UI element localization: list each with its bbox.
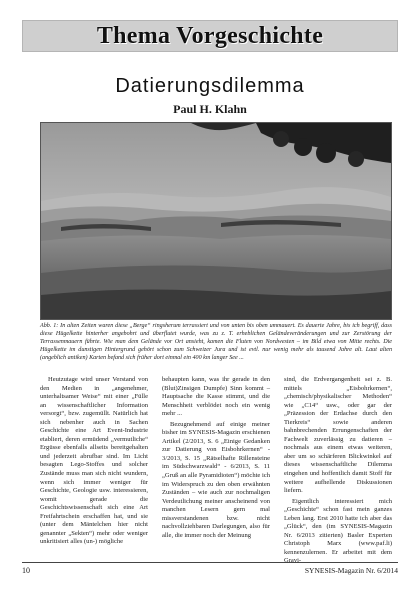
- paragraph: Bezugnehmend auf einige meiner bisher im SYNESIS-Magazin erschienen Artikel (2/2013, S. 6 „Einige Gedanken zur Datierung von Eisbohrkernen“ - 3/2013, S. 15 „Rätselhafte Rillensteine im Südschwarzwald“ - 6/2013, S. 11 „Gruß an alle Pyramidioten“) möchte ich im Widerspruch zu den oben erwähnten Zuständen – wie auch zur nochmaligen Verdeutlichung meiner anscheinend von manchen Lesern gern mal missverstandenen bzw. nicht nachvollziehbaren Darlegungen, also für alle, die immer noch der Meinung: [162, 420, 270, 539]
- paragraph: Eigentlich interessiert mich „Geschichte“ schon fast mein ganzes Leben lang. Erst 2010 hatte ich aber das „Glück“, den (im SYNESIS-Magazin Nr. 6/2013 zitierten) Basler Experten Christoph Marx (www.paf.li) kennenzulernen. Er arbeitet mit dem Gravi-: [284, 497, 392, 565]
- text-column-3: [284, 376, 392, 576]
- text-column-2: [162, 376, 270, 576]
- landscape-photo: [40, 122, 392, 320]
- article-title: Datierungsdilemma: [115, 75, 305, 97]
- paragraph: behaupten kann, was ihr gerade in den (Blut)Zinsigen Dumpfe) Sinn kommt – Hauptsache die Kasse stimmt, und die Menschheit verblödet noch ein wenig mehr ...: [162, 376, 270, 418]
- text-column-1: [40, 376, 148, 576]
- article-body: [40, 376, 392, 576]
- paragraph: Heutzutage wird unser Verstand von den Medien in „angenehmer, unterhaltsamer Weise“ mit einer „Fülle an wissenschaftlicher Information versorgt“, bzw. zugemüllt. Natürlich hat sich nebenher auch in Sachen Geschichte eine Art Event-Industrie etabliert, deren ermüdend „vermutliche“ Ergüsse ebenfalls allseits bereitgehalten und jederzeit abrufbar sind. Im Licht besagten Lego-Stoffes und solcher Zustände muss man sich nicht wundern, wenn sich immer weniger für Geschichte, Geologie usw. interessieren, womit gerade die Geschichtswissenschaft sich eine Art Freifahrtschein erschaffen hat, und sie (unter dem Mäntelchen hier nicht genannter „Sekten“) mehr oder weniger unkritisiert alles (un-) mögliche: [40, 376, 148, 546]
- paragraph: sind, die Erdvergangenheit sei z. B. mittels „Eisbohrkernen“, „chemisch/physikalischer Methoden“ wie „C14“ usw., oder gar der „Präzession der Erdachse durch den Tierkreis“ sowie anderen bahnbrechenden Errungenschaften der Fachwelt zuverlässig zu datieren – nochmals aus einem etwas weiteren, aber um so schärferen Blickwinkel auf dieses wissenschaftliche Dilemma eingehen und hoffentlich damit Stoff für weitere aufhellende Diskussionen liefern.: [284, 376, 392, 495]
- page-number: 10: [22, 566, 30, 575]
- article-author: Paul H. Klahn: [173, 102, 247, 116]
- figure-caption: Abb. 1: In alten Zeiten waren diese „Berge“ ringsherum terrassiert und von unten bis oben ummauert. Es dauerte Jahre, bis ich begriff, dass diese Hügelkette hinterher angebohrt und überflutet wurde, was zu z. T. erheblichen Geländeveränderungen und zur Zerstörung der Terrassenmauern führte. Wie man dem Gelände vor Ort ansieht, kamen die Fluten von Nordwesten – im Bild etwa von Mitte rechts. Die Hügelkette im dunstigen Hintergrund gehört schon zum Schweizer Jura und ist evtl. nur wenig mehr als tausend Jahre alt. Laut alten (angeblich antiken) Karten befand sich früher dort einmal ein 400 km langer See ...: [40, 323, 392, 362]
- landscape-illustration: [41, 123, 391, 319]
- footer-divider: [22, 562, 398, 563]
- magazine-issue: SYNESIS-Magazin Nr. 6/2014: [304, 566, 398, 575]
- section-title: Thema Vorgeschichte: [96, 23, 324, 49]
